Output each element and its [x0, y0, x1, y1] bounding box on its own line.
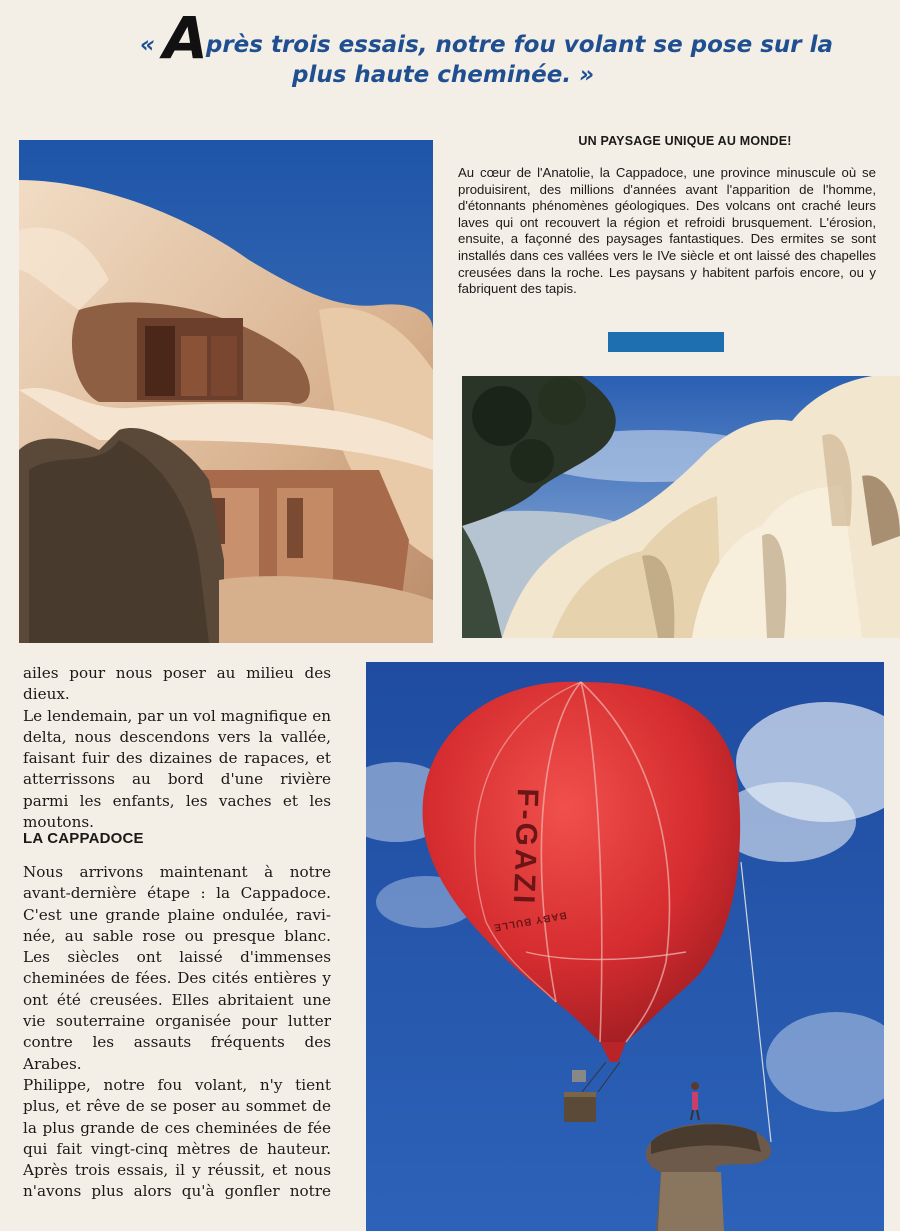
photo-cave-dwellings: [19, 140, 433, 643]
pull-quote: [140, 4, 880, 90]
quote-dropcap: A: [162, 4, 206, 72]
section-heading: LA CAPPADOCE: [23, 830, 144, 847]
article-paragraph-cappadoce: Nous arrivons maintenant à notre avant-dernière étape : la Cappadoce. C'est une grande plaine ondulée, ravinée, au sable rose ou presque blanc. Les siècles ont laissé d'immenses cheminées de fées. Des cités entières y ont été creusées. Elles abritaient une vie souterraine organisée pour lutter contre les assauts fréquents des Arabes.: [23, 863, 331, 1073]
sidebar-title: UN PAYSAGE UNIQUE AU MONDE!: [578, 134, 792, 148]
article-paragraph-descent: Le lendemain, par un vol magnifique en delta, nous descendons vers la vallée, faisant fuir des dizaines de rapaces, et atterrissons au bord d'une rivière parmi les enfants, les vaches et les moutons.: [23, 706, 331, 832]
article-paragraph-continued: ailes pour nous poser au milieu des dieux.: [23, 664, 331, 704]
decorative-blue-bar: [608, 332, 724, 352]
article-column-top: [23, 663, 331, 833]
quote-line-2: plus haute cheminée.: [292, 62, 572, 88]
quote-close-mark: »: [579, 62, 595, 88]
sidebar-text: Au cœur de l'Anatolie, la Cappadoce, une province minuscule où se produisirent, des millions d'années avant l'apparition de l'homme, d'étonnants phénomènes géologiques. Des volcans ont craché leurs laves qui ont recouvert la région et refroidi brusquement. L'érosion, ensuite, a façonné des paysages fantastiques. Des ermites se sont installés dans ces vallées vers le IVe siècle et ont laissé des chapelles creusées dans la roche. Les paysans y habitent parfois encore, ou y fabriquent des tapis.: [458, 165, 876, 297]
balloon-name-text: BABY BULLE: [492, 909, 568, 933]
photo-hot-air-balloon: [366, 662, 884, 1231]
quote-open-mark: «: [140, 32, 155, 58]
article-paragraph-philippe: Philippe, notre fou volant, n'y tient plus, et rêve de se poser au sommet de la plus grande de ces cheminées de fée qui fait vingt-cinq mètres de hauteur. Après trois essais, il y réussit, et nous n'avons plus alors qu'à gonfler notre: [23, 1075, 331, 1201]
balloon-registration-text: F-GAZI: [506, 787, 544, 907]
quote-line-1: près trois essais, notre fou volant se pose sur la: [205, 32, 834, 58]
photo-rock-valley: [462, 376, 900, 638]
article-column-bottom: [23, 862, 331, 1203]
